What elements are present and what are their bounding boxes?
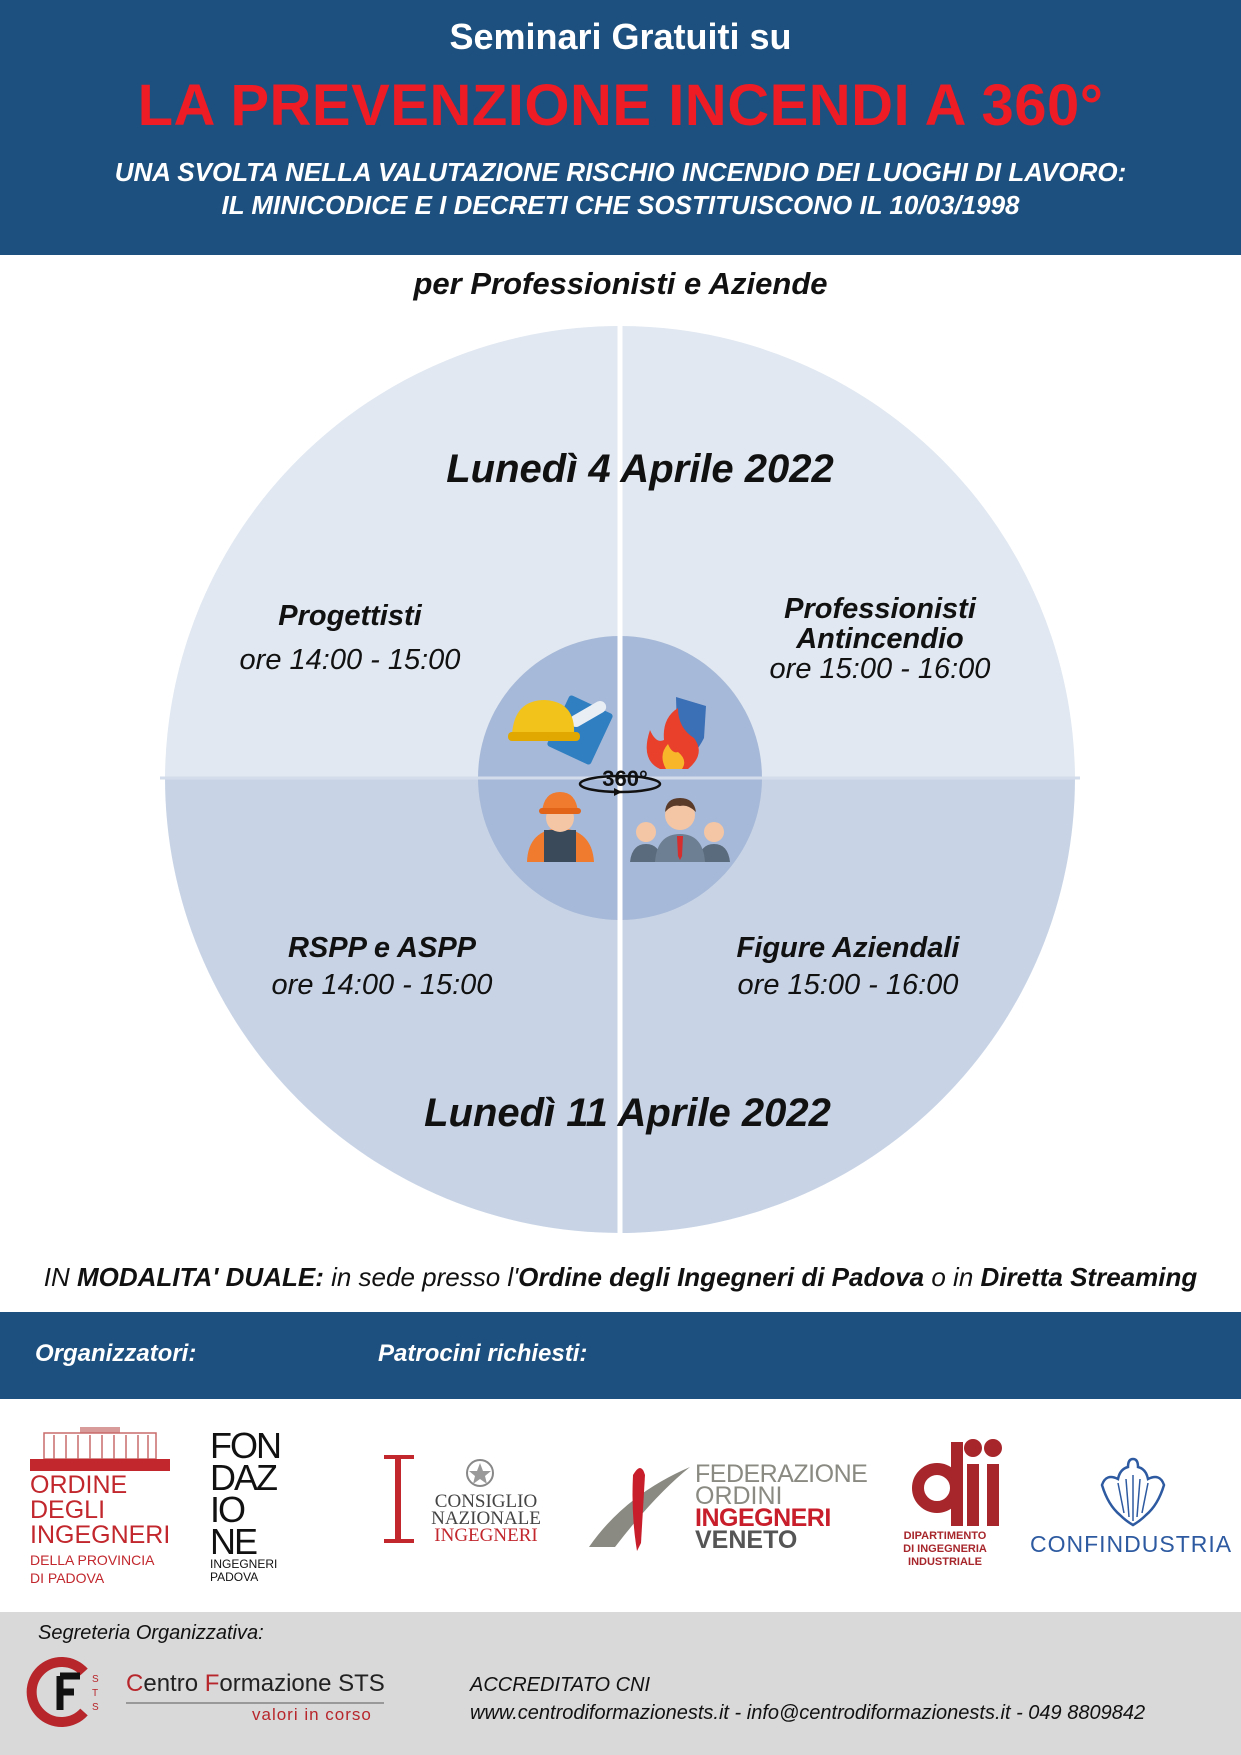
- ordine-line: DEGLI: [30, 1496, 106, 1524]
- confindustria-name: CONFINDUSTRIA: [1030, 1531, 1233, 1557]
- federazione-line: VENETO: [695, 1526, 798, 1554]
- organizers-label: Organizzatori:: [35, 1340, 197, 1367]
- federazione-line: ORDINI: [695, 1482, 783, 1510]
- svg-text:S: S: [92, 1674, 99, 1685]
- federazione-swoosh-icon: [585, 1455, 695, 1555]
- cni-logo: [380, 1453, 550, 1548]
- fondazione-line: PADOVA: [210, 1570, 259, 1584]
- mode-label: MODALITA' DUALE:: [76, 1262, 324, 1292]
- session-title: Progettisti: [278, 600, 422, 632]
- session-title-line2: Antincendio: [796, 623, 964, 655]
- center-360-label: 360°: [602, 766, 648, 791]
- patronage-label: Patrocini richiesti:: [378, 1340, 588, 1367]
- session-professionisti-antincendio: [720, 594, 1040, 684]
- fondazione-line: FON: [210, 1425, 280, 1466]
- confindustria-logo: [1030, 1455, 1233, 1557]
- mode-text: IN: [43, 1262, 77, 1292]
- header-title: LA PREVENZIONE INCENDI A 360°: [137, 73, 1104, 138]
- session-time: ore 14:00 - 15:00: [239, 644, 461, 676]
- fondazione-line: DAZ: [210, 1457, 276, 1498]
- session-title: Figure Aziendali: [736, 932, 960, 964]
- mode-venue: Ordine degli Ingegneri di Padova: [518, 1262, 925, 1292]
- federazione-line: FEDERAZIONE: [695, 1460, 868, 1488]
- dii-line: DI INGEGNERIA: [903, 1543, 987, 1555]
- audience-line: per Professionisti e Aziende: [413, 266, 828, 301]
- federazione-logo: [585, 1455, 868, 1555]
- sts-name-letter: F: [204, 1670, 220, 1697]
- fondazione-line: INGEGNERI: [210, 1557, 278, 1571]
- session-title-line1: Professionisti: [784, 593, 976, 625]
- session-rspp-aspp: [222, 933, 542, 1000]
- session-time: ore 15:00 - 16:00: [769, 653, 991, 685]
- mode-text: in sede presso l': [323, 1262, 519, 1292]
- svg-text:T: T: [92, 1688, 99, 1699]
- ordine-ingegneri-logo: [30, 1425, 170, 1590]
- attendance-mode-line: [0, 1262, 1241, 1293]
- sts-tagline: valori in corso: [252, 1705, 372, 1724]
- svg-text:S: S: [92, 1702, 99, 1713]
- ordine-line: DI PADOVA: [30, 1570, 105, 1586]
- ordine-line: INGEGNERI: [30, 1521, 171, 1549]
- header-subtitle: Seminari Gratuiti su: [449, 16, 792, 57]
- accreditation: ACCREDITATO CNI: [470, 1674, 651, 1696]
- cni-line: CONSIGLIO: [434, 1491, 538, 1512]
- sts-name-part: ormazione STS: [219, 1670, 385, 1697]
- fondazione-line: NE: [210, 1521, 257, 1562]
- mode-text: o in: [924, 1262, 981, 1292]
- ordine-line: DELLA PROVINCIA: [30, 1552, 155, 1568]
- dii-line: DIPARTIMENTO: [903, 1530, 987, 1542]
- tagline-line2: IL MINICODICE E I DECRETI CHE SOSTITUISCONO IL 10/03/1998: [221, 190, 1020, 220]
- building-icon: [30, 1425, 170, 1471]
- dii-line: INDUSTRIALE: [908, 1556, 982, 1568]
- date-top: Lunedì 4 Aprile 2022: [446, 447, 834, 491]
- session-progettisti: [190, 601, 510, 675]
- cni-line: INGEGNERI: [434, 1525, 538, 1546]
- session-title: RSPP e ASPP: [287, 932, 477, 964]
- date-bottom: Lunedì 11 Aprile 2022: [424, 1091, 831, 1135]
- dii-mark-icon: [895, 1438, 1005, 1528]
- eagle-icon: [1098, 1455, 1168, 1527]
- sts-emblem-icon: [22, 1652, 102, 1732]
- tagline-line1: UNA SVOLTA NELLA VALUTAZIONE RISCHIO INCENDIO DEI LUOGHI DI LAVORO:: [114, 157, 1127, 187]
- session-time: ore 15:00 - 16:00: [737, 969, 959, 1001]
- sts-name-letter: C: [126, 1670, 144, 1697]
- sts-name-part: entro: [143, 1670, 205, 1697]
- federazione-line: INGEGNERI: [695, 1504, 831, 1532]
- mode-streaming: Diretta Streaming: [980, 1262, 1198, 1292]
- fondazione-logo: [210, 1425, 300, 1584]
- session-time: ore 14:00 - 15:00: [271, 969, 493, 1001]
- fondazione-line: IO: [210, 1489, 245, 1530]
- contacts: www.centrodiformazionests.it - info@centrodiformazionests.it - 049 8809842: [470, 1702, 1146, 1724]
- sts-divider: [126, 1702, 384, 1704]
- session-figure-aziendali: [688, 933, 1008, 1000]
- dii-logo: [895, 1438, 1005, 1573]
- cni-line: NAZIONALE: [431, 1508, 541, 1529]
- ordine-line: ORDINE: [30, 1471, 128, 1499]
- sts-name: [126, 1670, 385, 1698]
- secretariat-label: Segreteria Organizzativa:: [38, 1622, 264, 1644]
